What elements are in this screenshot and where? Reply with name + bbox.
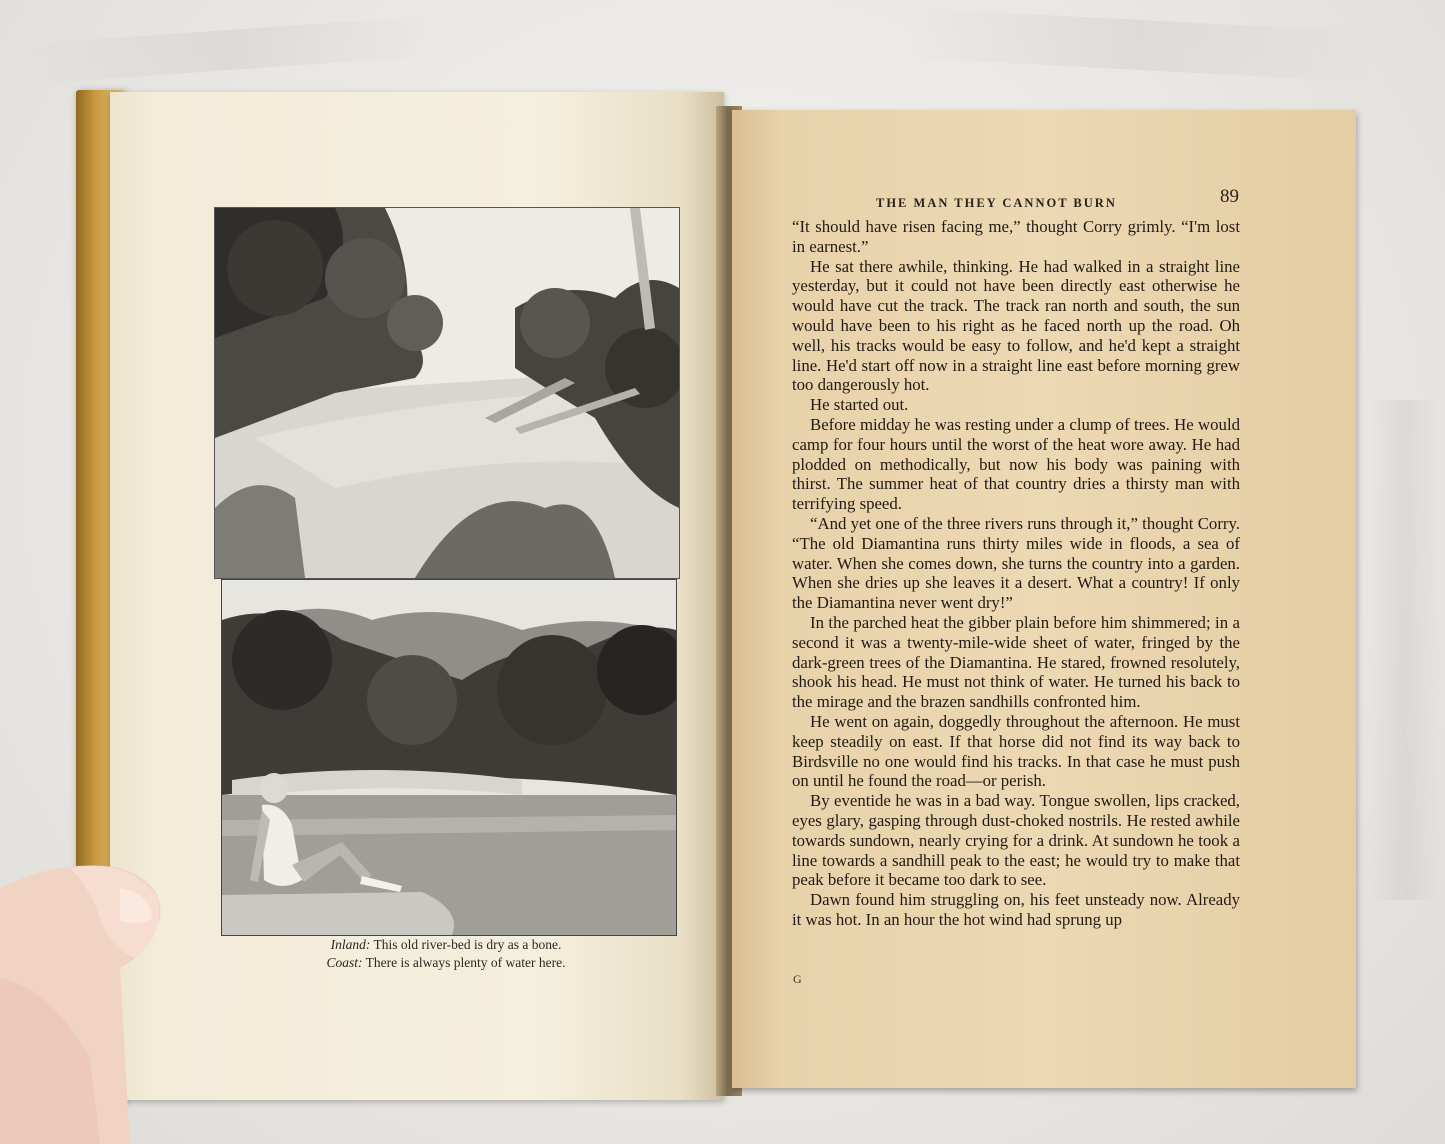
photo-coast-with-bather (221, 579, 677, 936)
photo-dry-river-bed (214, 207, 680, 579)
paragraph: “And yet one of the three rivers runs through it,” thought Corry. “The old Diamantina runs thirty miles wide in floods, a sea of water. When she comes down, she turns the country into a garden. When she dries up she leaves it a desert. What a country! If only the Diamantina never went dry!” (792, 513, 1240, 613)
paragraph: “It should have risen facing me,” thought Corry grimly. “I'm lost in earnest.” (792, 217, 1240, 256)
page-number: 89 (1220, 186, 1239, 207)
paragraph: By eventide he was in a bad way. Tongue swollen, lips cracked, eyes glary, gasping through dust-choked nostrils. He rested awhile towards sundown, nearly crying for a drink. At sundown he took a line towards a sandhill peak to the east; he would try to make that peak before it became too dark to see. (792, 791, 1240, 890)
hand (0, 858, 172, 1144)
photo-caption (236, 936, 656, 972)
sheet-crease (899, 7, 1381, 82)
caption-inland-text: This old river-bed is dry as a bone. (370, 937, 562, 952)
paragraph: Dawn found him struggling on, his feet unsteady now. Already it was hot. In an hour the hot wind had sprung up (792, 890, 1240, 929)
caption-coast-text: There is always plenty of water here. (362, 955, 566, 970)
body-text (792, 217, 1240, 930)
paragraph: He sat there awhile, thinking. He had walked in a straight line yesterday, but it could not have been directly east otherwise he would have cut the track. The track ran north and south, the sun would have been to his right as he faced north up the road. Oh well, his tracks would be easy to follow, and he'd kept a straight line. He'd start off now in a straight line east before morning grew too dangerously hot. (792, 256, 1240, 395)
sheet-crease (19, 15, 441, 84)
paragraph: Before midday he was resting under a clump of trees. He would camp for four hours until the worst of the heat wore away. He had plodded on methodically, but now his body was paining with thirst. The summer heat of that country dries a thirsty man with terrifying speed. (792, 414, 1240, 514)
caption-inland-label: Inland: (330, 937, 371, 952)
caption-inland-line (236, 936, 656, 954)
signature-mark: G (793, 972, 802, 986)
running-head: THE MAN THEY CANNOT BURN (876, 196, 1117, 210)
caption-coast-label: Coast: (326, 955, 363, 970)
paragraph: He started out. (810, 395, 909, 415)
paragraph: He went on again, doggedly throughout the afternoon. He must keep steadily on east. If that horse did not find its way back to Birdsville no one would find his tracks. In that case he must push on until he found the road—or perish. (792, 711, 1240, 791)
caption-coast-line (236, 954, 656, 972)
paragraph: In the parched heat the gibber plain before him shimmered; in a second it was a twenty-mile-wide sheet of water, fringed by the dark-green trees of the Diamantina. He stared, frowned resolutely, shook his head. He must not think of water. He turned his back to the mirage and the brazen sandhills confronted him. (792, 612, 1240, 712)
sheet-crease (1370, 400, 1440, 900)
